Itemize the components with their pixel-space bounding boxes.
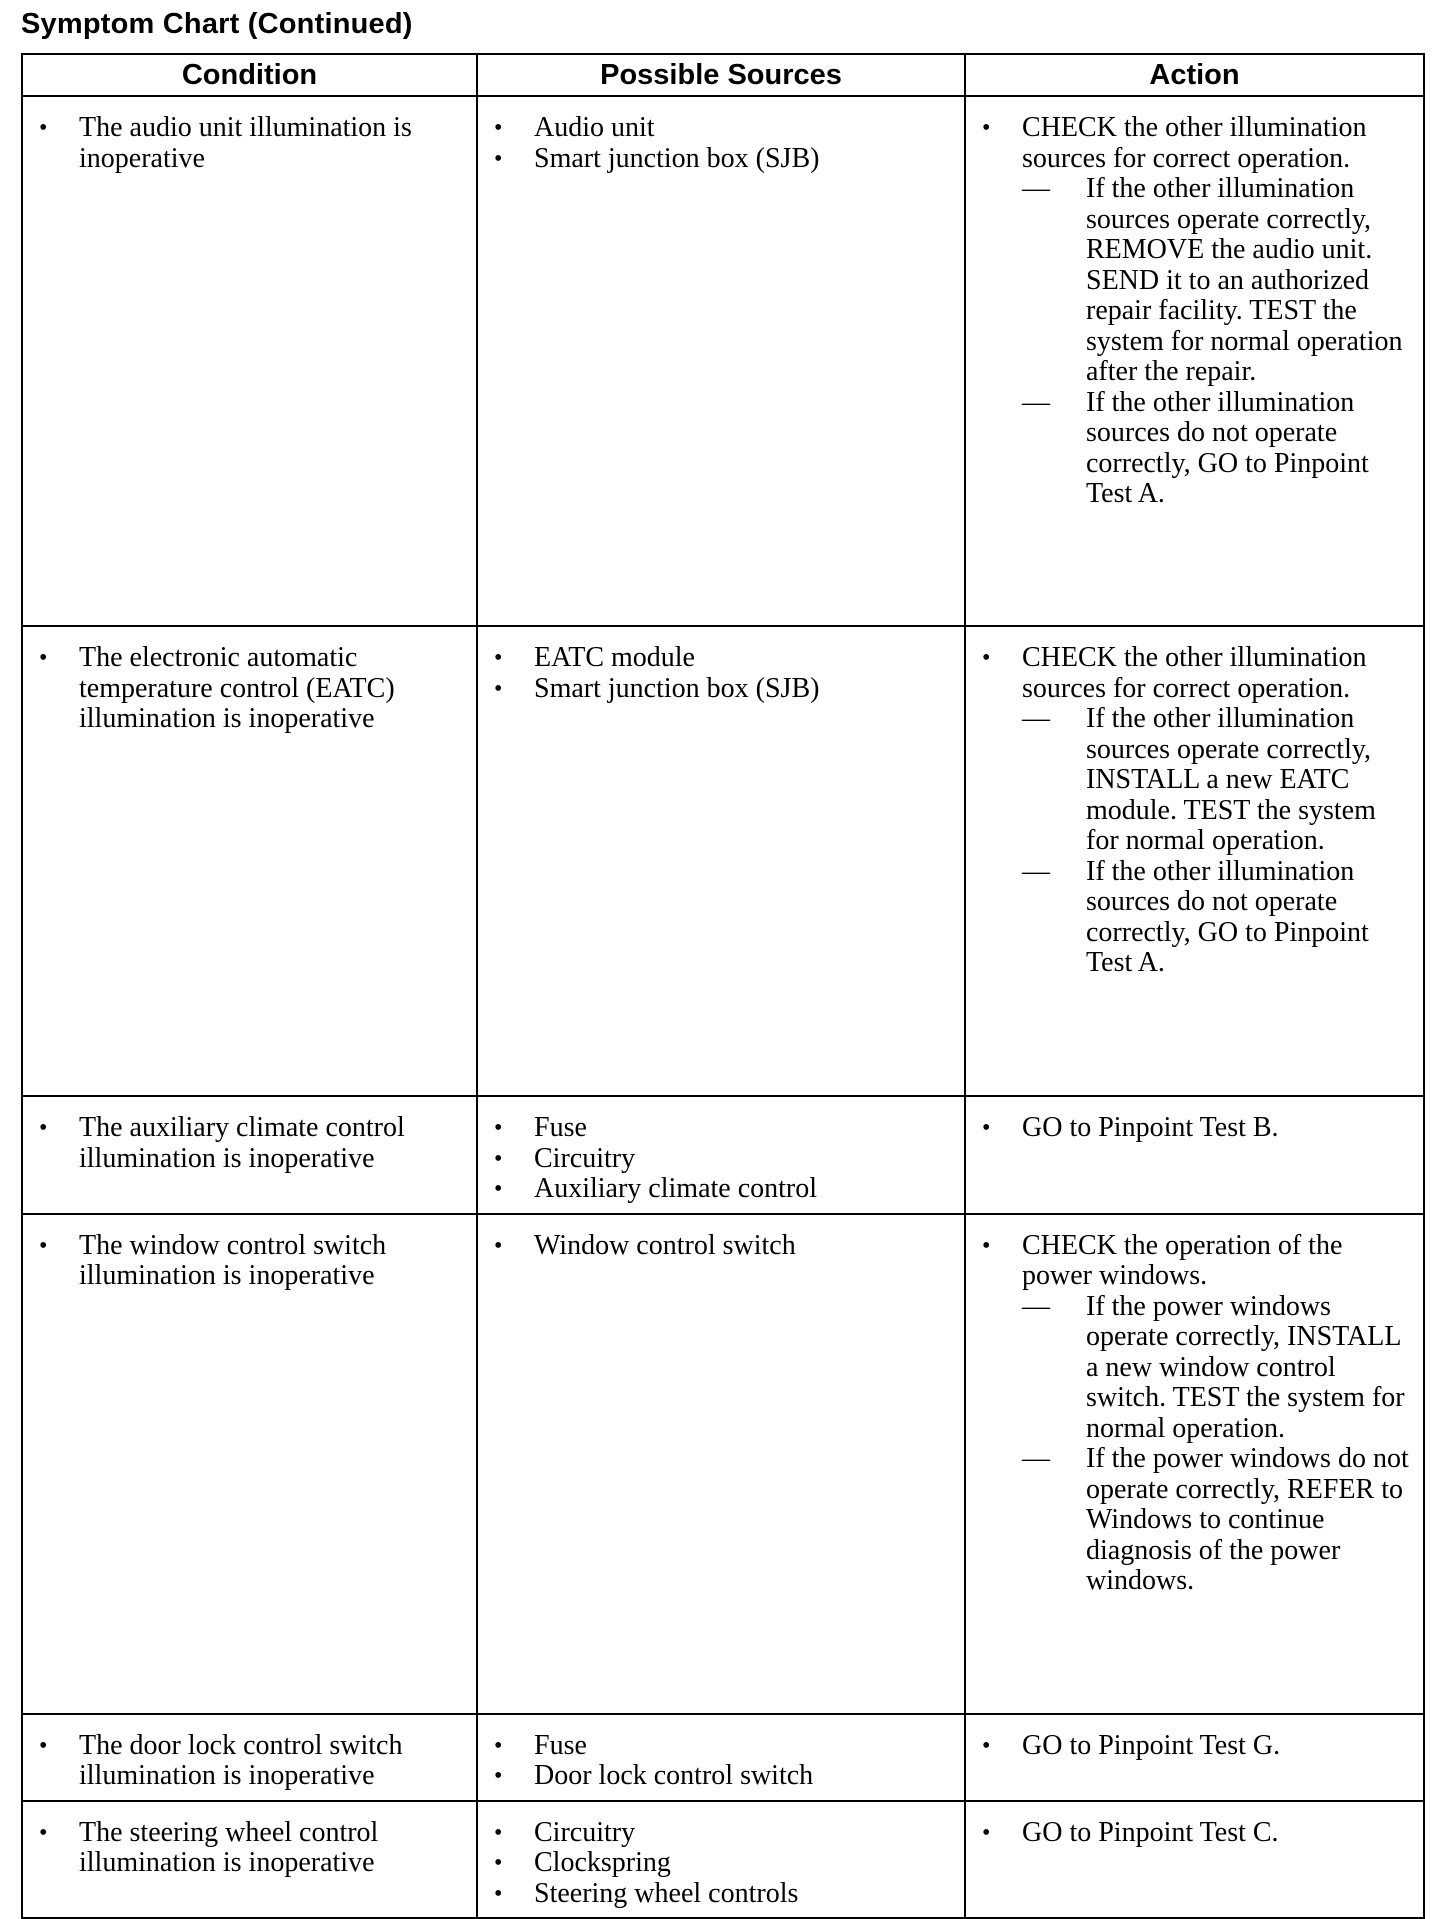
source-item: • Fuse <box>490 1113 950 1144</box>
sources-cell <box>477 96 965 626</box>
table-row <box>22 1714 1424 1801</box>
source-item: • Smart junction box (SJB) <box>490 144 950 175</box>
header-possible-sources: Possible Sources <box>477 54 965 96</box>
header-condition: Condition <box>22 54 477 96</box>
source-item: • EATC module <box>490 643 950 674</box>
source-item: • Auxiliary climate control <box>490 1174 950 1205</box>
header-row <box>22 54 1424 96</box>
source-item: • Steering wheel controls <box>490 1879 950 1910</box>
action-sub-item: — If the other illumination sources operate correctly, REMOVE the audio unit. SEND it to an authorized repair facility. TEST the system for normal operation after the repair. <box>1022 174 1409 388</box>
source-item: • Fuse <box>490 1731 950 1762</box>
condition-text: • The electronic automatic temperature control (EATC) illumination is inoperative <box>35 643 462 735</box>
source-item: • Smart junction box (SJB) <box>490 674 950 705</box>
table-row <box>22 96 1424 626</box>
table-row <box>22 1096 1424 1214</box>
sources-cell <box>477 1096 965 1214</box>
source-item: • Audio unit <box>490 113 950 144</box>
action-cell <box>965 1096 1424 1214</box>
action-main-text: GO to Pinpoint Test G. <box>1022 1729 1281 1761</box>
source-item: • Circuitry <box>490 1818 950 1849</box>
action-main-text: CHECK the other illumination sources for correct operation. <box>1022 642 1367 704</box>
action-item <box>978 1731 1409 1762</box>
condition-text: • The window control switch illumination is inoperative <box>35 1231 462 1292</box>
action-item <box>978 113 1409 510</box>
action-cell <box>965 1714 1424 1801</box>
condition-text: • The steering wheel control illumination is inoperative <box>35 1818 462 1879</box>
action-main-text: CHECK the operation of the power windows. <box>1022 1229 1343 1291</box>
condition-text: • The audio unit illumination is inoperative <box>35 113 462 174</box>
action-item <box>978 1818 1409 1849</box>
action-main-text: GO to Pinpoint Test B. <box>1022 1112 1279 1143</box>
condition-cell <box>22 626 477 1096</box>
condition-cell <box>22 1214 477 1714</box>
source-item: • Circuitry <box>490 1144 950 1175</box>
sources-cell <box>477 1801 965 1919</box>
action-item <box>978 643 1409 979</box>
action-item <box>978 1231 1409 1597</box>
action-sub-item: — If the power windows operate correctly, INSTALL a new window control switch. TEST the system for normal operation. <box>1022 1292 1409 1445</box>
action-cell <box>965 96 1424 626</box>
condition-text: • The door lock control switch illumination is inoperative <box>35 1731 462 1792</box>
action-main-text: CHECK the other illumination sources for correct operation. <box>1022 112 1367 174</box>
action-sub-item: — If the power windows do not operate correctly, REFER to Windows to continue diagnosis of the power windows. <box>1022 1444 1409 1597</box>
page-title: Symptom Chart (Continued) <box>21 8 413 40</box>
sources-cell <box>477 1714 965 1801</box>
action-sub-item: — If the other illumination sources operate correctly, INSTALL a new EATC module. TEST the system for normal operation. <box>1022 704 1409 857</box>
action-sub-item: — If the other illumination sources do not operate correctly, GO to Pinpoint Test A. <box>1022 388 1409 510</box>
source-item: • Door lock control switch <box>490 1761 950 1792</box>
condition-cell <box>22 1714 477 1801</box>
source-item: • Window control switch <box>490 1231 950 1262</box>
table-row <box>22 1214 1424 1714</box>
action-sub-item: — If the other illumination sources do not operate correctly, GO to Pinpoint Test A. <box>1022 857 1409 979</box>
condition-cell <box>22 96 477 626</box>
header-action: Action <box>965 54 1424 96</box>
source-item: • Clockspring <box>490 1848 950 1879</box>
condition-cell <box>22 1096 477 1214</box>
action-cell <box>965 626 1424 1096</box>
table-row <box>22 1801 1424 1919</box>
condition-cell <box>22 1801 477 1919</box>
symptom-chart-table <box>21 53 1425 1919</box>
action-item <box>978 1113 1409 1144</box>
action-cell <box>965 1214 1424 1714</box>
sources-cell <box>477 1214 965 1714</box>
sources-cell <box>477 626 965 1096</box>
condition-text: • The auxiliary climate control illumination is inoperative <box>35 1113 462 1174</box>
action-cell <box>965 1801 1424 1919</box>
table-row <box>22 626 1424 1096</box>
action-main-text: GO to Pinpoint Test C. <box>1022 1816 1279 1848</box>
